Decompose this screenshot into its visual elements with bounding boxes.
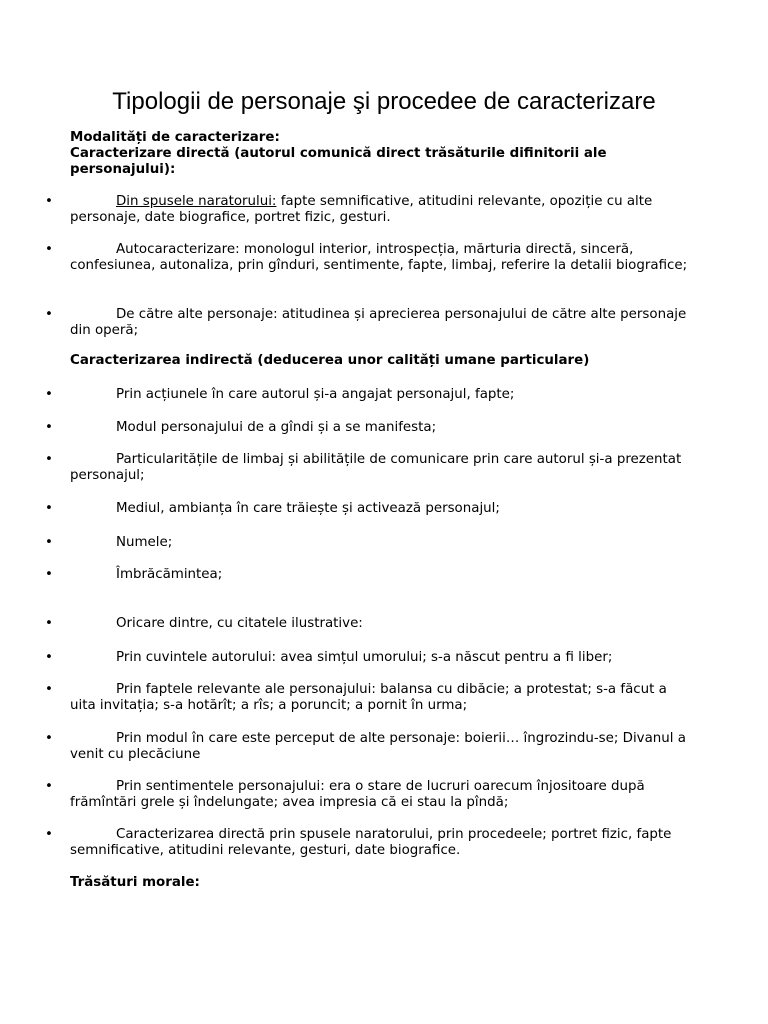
- item-text: De către alte personaje: atitudinea și aprecierea personajului de către alte personaje din operă;: [70, 307, 687, 338]
- bullet: •: [45, 827, 53, 842]
- list-item-citate: [45, 731, 695, 763]
- bullet: •: [45, 452, 53, 467]
- list-item-citate: [45, 616, 695, 632]
- item-lead-underlined: Din spusele naratorului:: [116, 194, 277, 209]
- list-item-directa-autocaracterizare: [45, 242, 695, 274]
- heading-modalitati: Modalități de caracterizare:: [70, 130, 280, 145]
- list-item-indirecta: [45, 501, 695, 517]
- bullet: •: [45, 616, 53, 631]
- item-text: Numele;: [116, 535, 173, 550]
- item-text: Modul personajului de a gîndi și a se manifesta;: [116, 420, 437, 435]
- bullet: •: [45, 731, 53, 746]
- list-item-indirecta: [45, 567, 695, 583]
- list-item-indirecta: [45, 387, 695, 403]
- item-text: Îmbrăcămintea;: [116, 567, 223, 582]
- item-text: fapte semnificative, atitudini relevante, opoziție cu alte personaje, date biografice, portret fizic, gesturi.: [70, 194, 653, 225]
- heading-trasaturi-morale: Trăsături morale:: [70, 875, 200, 890]
- item-text: Autocaracterizare: monologul interior, introspecția, mărturia directă, sinceră, confesiunea, autonaliza, prin gînduri, sentimente, fapte, limbaj, referire la detalii biografice;: [70, 242, 688, 273]
- list-item-indirecta: [45, 535, 695, 551]
- item-text: Prin acțiunele în care autorul și-a angajat personajul, fapte;: [116, 387, 515, 402]
- bullet: •: [45, 420, 53, 435]
- bullet: •: [45, 567, 53, 582]
- bullet: •: [45, 501, 53, 516]
- document-title: Tipologii de personaje şi procedee de caracterizare: [112, 88, 656, 115]
- item-text: Prin modul în care este perceput de alte personaje: boierii… îngrozindu-se; Divanul a venit cu plecăciune: [70, 731, 686, 762]
- item-text: Particularitățile de limbaj și abilitățile de comunicare prin care autorul și-a prezentat personajul;: [70, 452, 682, 483]
- bullet: •: [45, 242, 53, 257]
- list-item-citate: [45, 682, 695, 714]
- item-text: Mediul, ambianța în care trăiește și activează personajul;: [116, 501, 500, 516]
- bullet: •: [45, 535, 53, 550]
- list-item-indirecta: [45, 420, 695, 436]
- list-item-indirecta: [45, 452, 695, 484]
- bullet: •: [45, 650, 53, 665]
- list-item-directa-naratorului: [45, 194, 695, 226]
- item-text: Prin sentimentele personajului: era o stare de lucruri oarecum înjositoare după frămîntări grele și îndelungate; avea impresia că ei stau la pîndă;: [70, 779, 645, 810]
- item-text: Prin cuvintele autorului: avea simțul umorului; s-a născut pentru a fi liber;: [116, 650, 613, 665]
- heading-caracterizare-directa: Caracterizare directă (autorul comunică direct trăsăturile difinitorii ale personajului):: [70, 146, 607, 177]
- bullet: •: [45, 682, 53, 697]
- heading-caracterizare-indirecta: Caracterizarea indirectă (deducerea unor calități umane particulare): [70, 353, 590, 368]
- item-text: Caracterizarea directă prin spusele naratorului, prin procedeele; portret fizic, fapte semnificative, atitudini relevante, gesturi, date biografice.: [70, 827, 672, 858]
- list-item-directa-alte-personaje: [45, 307, 695, 339]
- bullet: •: [45, 779, 53, 794]
- bullet: •: [45, 307, 53, 322]
- list-item-citate: [45, 650, 695, 666]
- bullet: •: [45, 194, 53, 209]
- list-item-citate: [45, 779, 695, 811]
- item-text: Oricare dintre, cu citatele ilustrative:: [116, 616, 363, 631]
- bullet: •: [45, 387, 53, 402]
- item-text: Prin faptele relevante ale personajului: balansa cu dibăcie; a protestat; s-a făcut a uita invitația; s-a hotărît; a rîs; a poruncit; a pornit în urma;: [70, 682, 667, 713]
- list-item-citate: [45, 827, 695, 859]
